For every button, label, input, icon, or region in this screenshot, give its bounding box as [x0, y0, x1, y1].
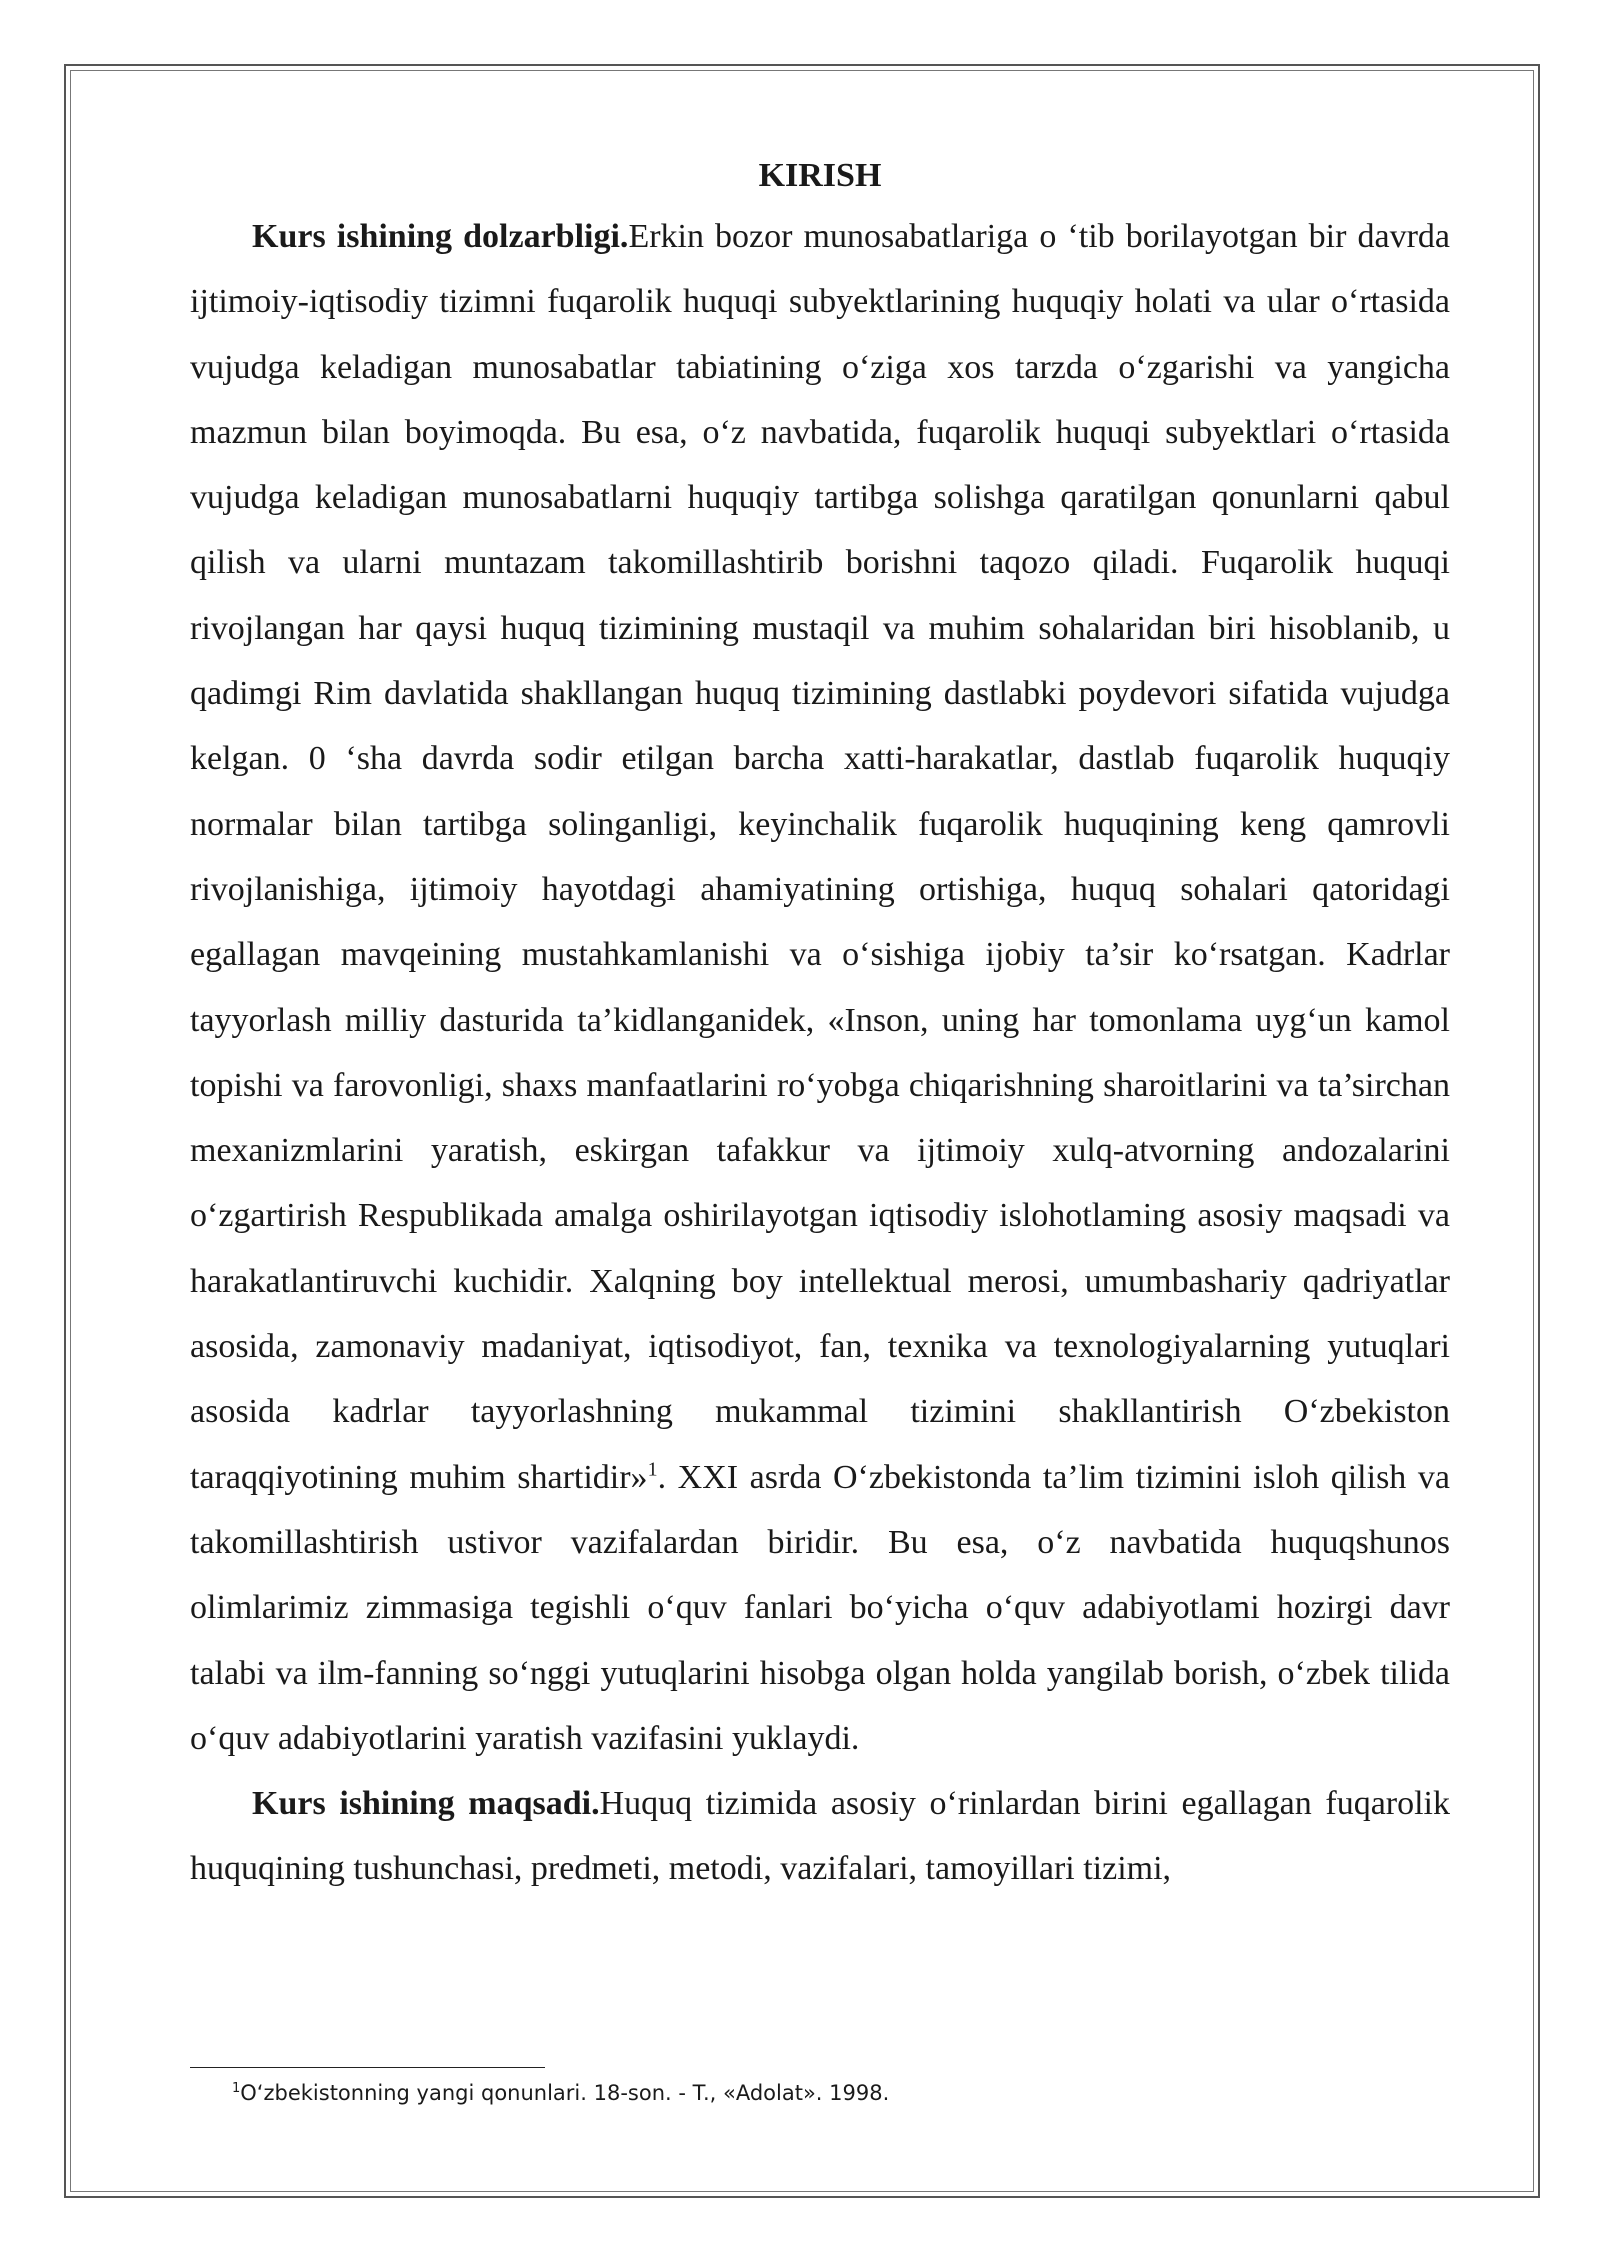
- footnote: [232, 2078, 889, 2108]
- paragraph-goal: [190, 1771, 1450, 1902]
- paragraph-text-continued: . XXI asrda O‘zbekistonda ta’lim tizimini isloh qilish va takomillashtirish ustivor vazifalardan biridir. Bu esa, o‘z navbatida huquqshunos olimlarimiz zimmasiga tegishli o‘quv fanlari bo‘yicha o‘quv adabiyotlami hozirgi davr talabi va ilm-fanning so‘nggi yutuqlarini hisobga olgan holda yangilab borish, o‘zbek tilida o‘quv adabiyotlarini yaratish vazifasini yuklaydi.: [190, 1458, 1450, 1757]
- footnote-separator: [190, 2067, 545, 2068]
- paragraph-text: Erkin bozor munosabatlariga o ‘tib borilayotgan bir davrda ijtimoiy-iqtisodiy tizimni fuqarolik huquqi subyektlarining huquqiy holati va ular o‘rtasida vujudga keladigan munosabatlar tabiatining o‘ziga xos tarzda o‘zgarishi va yangicha mazmun bilan boyimoqda. Bu esa, o‘z navbatida, fuqarolik huquqi subyektlari o‘rtasida vujudga keladigan munosabatlarni huquqiy tartibga solishga qaratilgan qonunlarni qabul qilish va ularni muntazam takomillashtirib borishni taqozo qiladi. Fuqarolik huquqi rivojlangan har qaysi huquq tizimining mustaqil va muhim sohalaridan biri hisoblanib, u qadimgi Rim davlatida shakllangan huquq tizimining dastlabki poydevori sifatida vujudga kelgan. 0 ‘sha davrda sodir etilgan barcha xatti-harakatlar, dastlab fuqarolik huquqiy normalar bilan tartibga solinganligi, keyinchalik fuqarolik huquqining keng qamrovli rivojlanishiga, ijtimoiy hayotdagi ahamiyatining ortishiga, huquq sohalari qatoridagi egallagan mavqeining mustahkamlanishi va o‘sishiga ijobiy ta’sir ko‘rsatgan. Kadrlar tayyorlash milliy dasturida ta’kidlanganidek, «Inson, uning har tomonlama uyg‘un kamol topishi va farovonligi, shaxs manfaatlarini ro‘yobga chiqarishning sharoitlarini va ta’sirchan mexanizmlarini yaratish, eskirgan tafakkur va ijtimoiy xulq-atvorning andozalarini o‘zgartirish Respublikada amalga oshirilayotgan iqtisodiy islohotlaming asosiy maqsadi va harakatlantiruvchi kuchidir. Xalqning boy intellektual merosi, umumbashariy qadriyatlar asosida, zamonaviy madaniyat, iqtisodiyot, fan, texnika va texnologiyalarning yutuqlari asosida kadrlar tayyorlashning mukammal tizimini shakllantirish O‘zbekiston taraqqiyotining muhim shartidir»: [190, 218, 1451, 1496]
- section-heading-relevance: Kurs ishining dolzarbligi.: [252, 218, 629, 255]
- footnote-text: O‘zbekistonning yangi qonunlari. 18-son. - T., «Adolat». 1998.: [240, 2081, 890, 2105]
- document-body: [190, 148, 1450, 1902]
- footnote-number: 1: [232, 2081, 241, 2096]
- paragraph-text: Huquq tizimida asosiy o‘rinlardan birini egallagan fuqarolik huquqining tushunchasi, predmeti, metodi, vazifalari, tamoyillari tizimi,: [190, 1785, 1451, 1888]
- paragraph-relevance: [190, 204, 1450, 1771]
- footnote-reference[interactable]: 1: [647, 1458, 658, 1481]
- page-title: KIRISH: [758, 157, 882, 194]
- section-heading-goal: Kurs ishining maqsadi.: [252, 1785, 600, 1823]
